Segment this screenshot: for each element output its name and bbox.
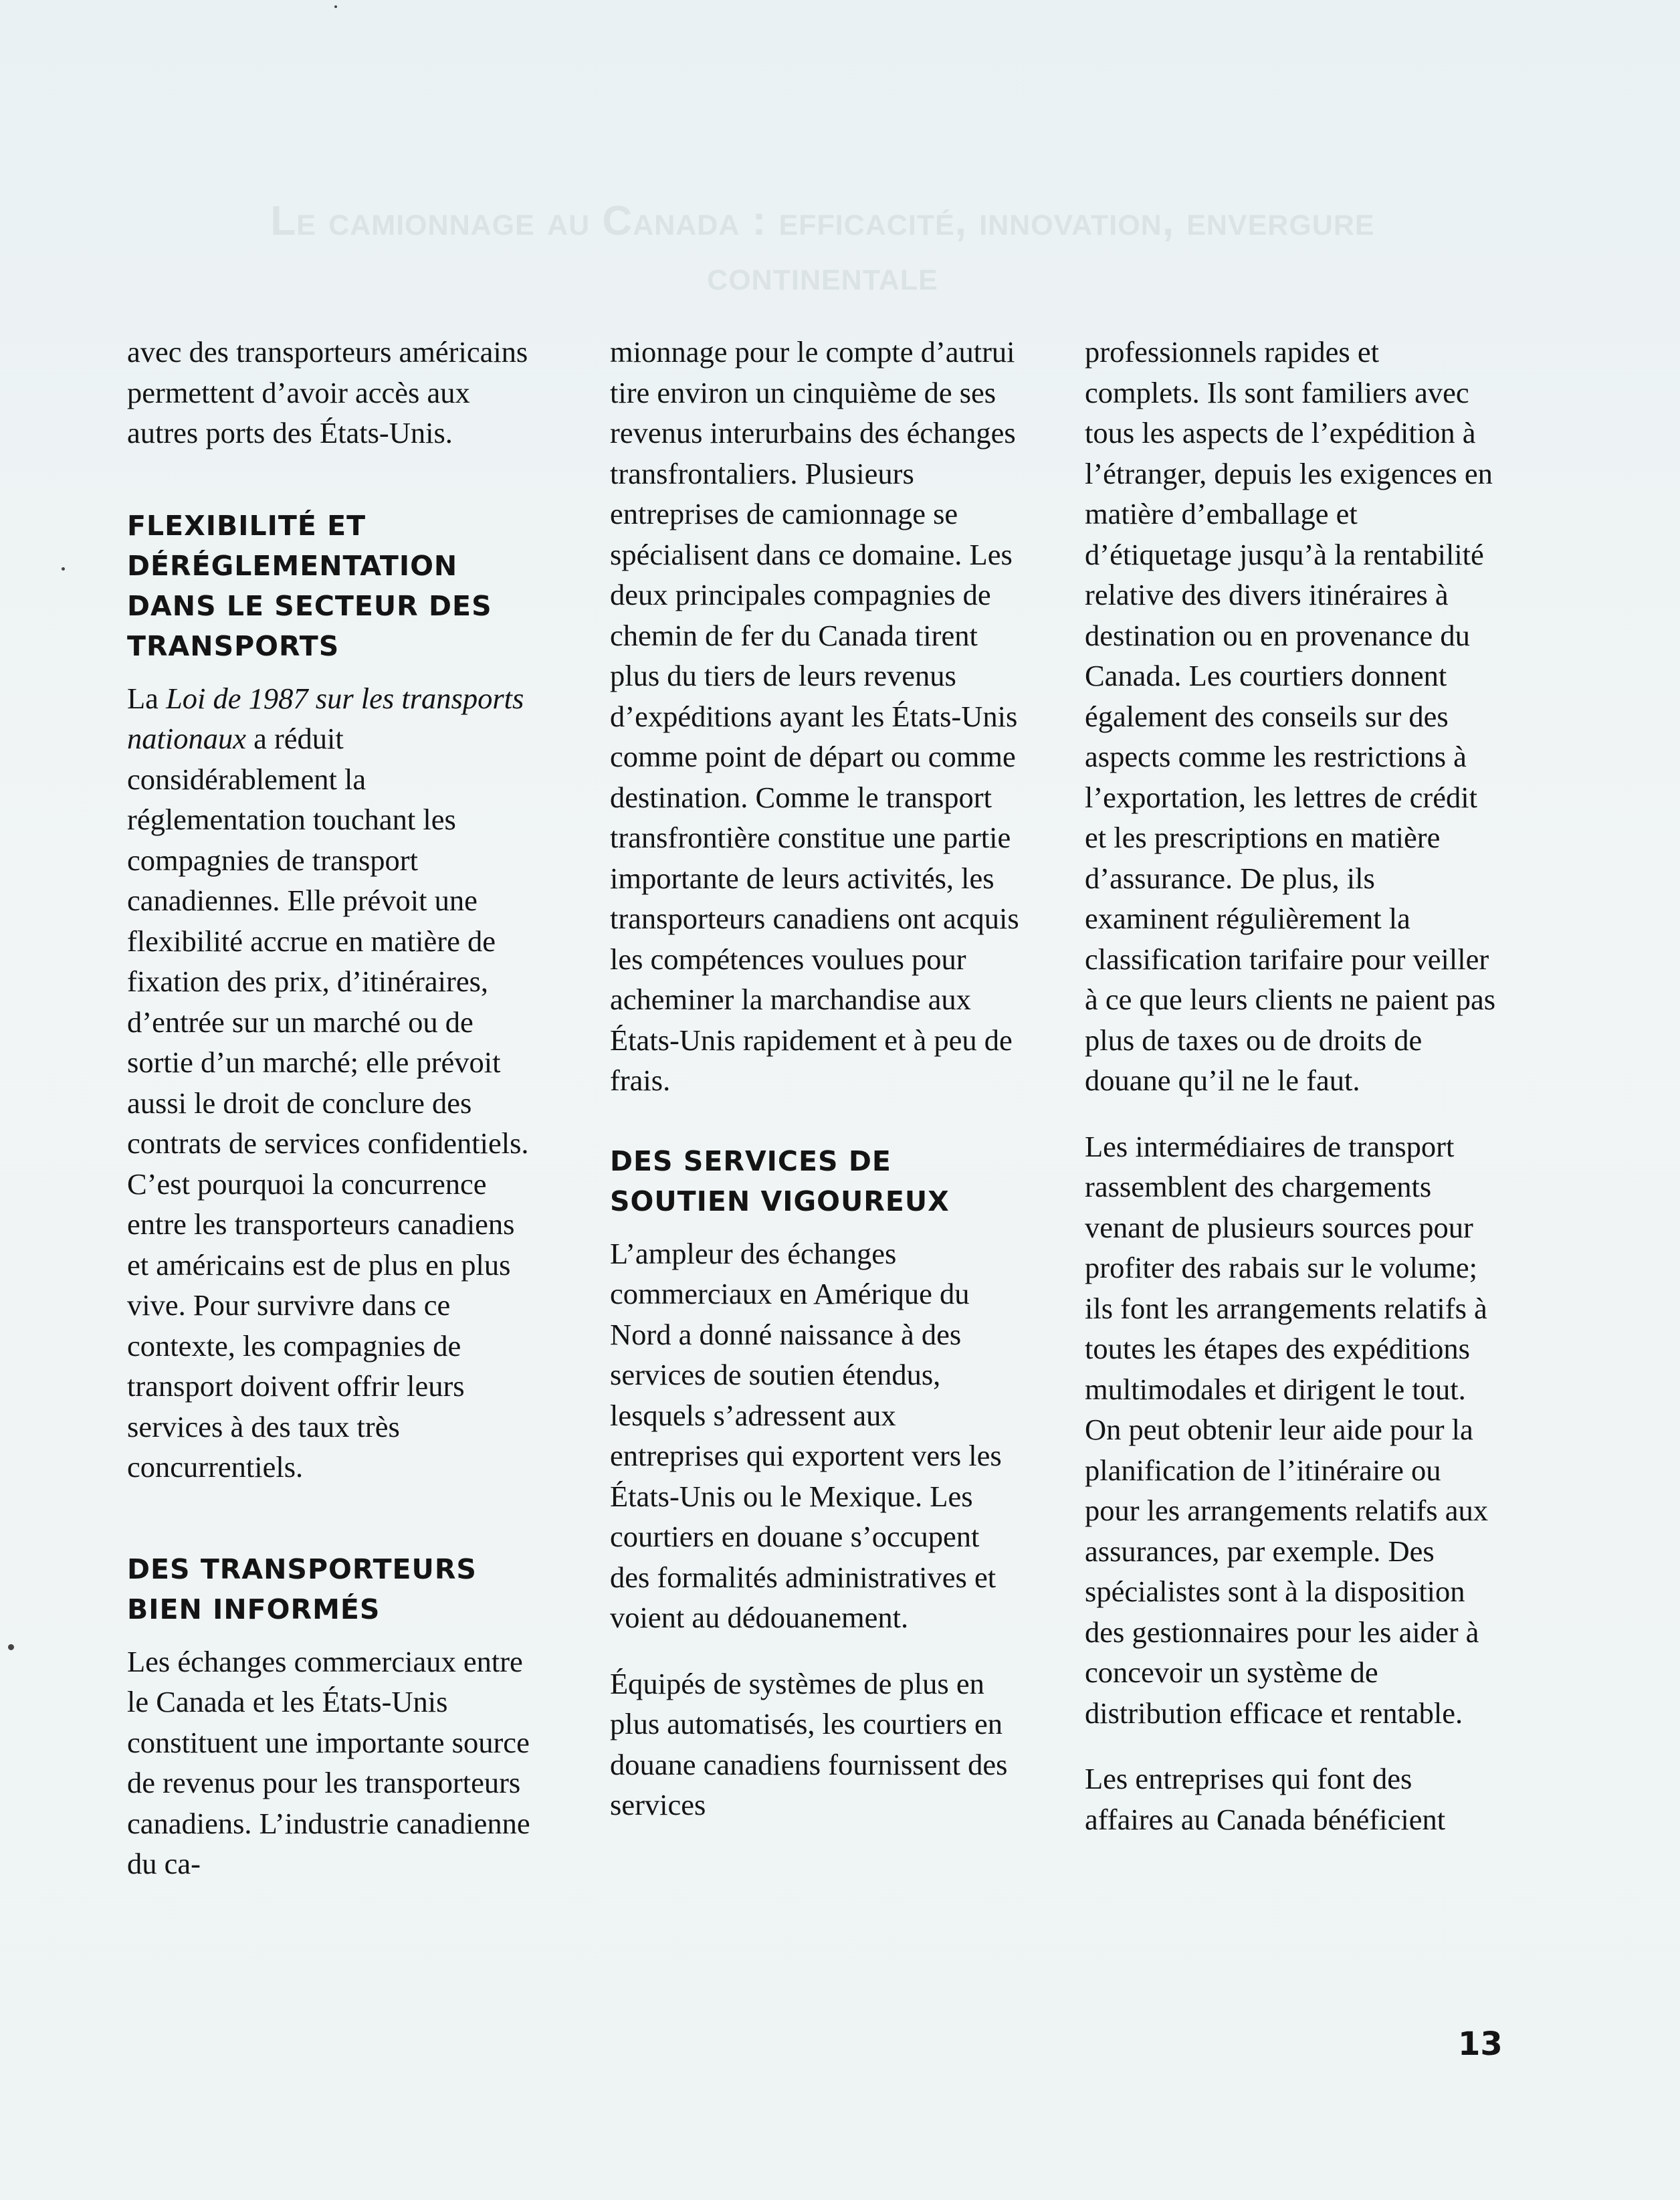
- page-number: 13: [1458, 2025, 1503, 2063]
- paragraph: Les échanges commerciaux entre le Canada et les États-Unis constituent une importante source de revenus pour les transporteurs canadiens. L’industrie canadienne du ca-: [127, 1644, 530, 1880]
- paragraph-loi-1987: [127, 678, 542, 1488]
- paragraph: avec des transporteurs américains permettent d’avoir accès aux autres ports des États-Unis.: [127, 335, 528, 449]
- text-column-2: [610, 332, 1025, 1825]
- paragraph: Équipés de systèmes de plus en plus automatisés, les courtiers en douane canadiens fournissent des services: [610, 1666, 1008, 1821]
- section-heading-flexibilite: FLEXIBILITÉ ET DÉRÉGLEMENTATION DANS LE SECTEUR DES TRANSPORTS: [127, 509, 492, 662]
- scan-speck: [8, 1644, 14, 1650]
- paragraph: Les entreprises qui font des affaires au Canada bénéficient: [1085, 1762, 1446, 1836]
- scan-speck: [334, 5, 337, 8]
- paragraph: Les intermédiaires de transport rassemblent des chargements venant de plusieurs sources pour profiter des rabais sur le volume; ils font les arrangements relatifs à toutes les étapes des expéditions multimodales et dirigent le tout. On peut obtenir leur aide pour la planification de l’itinéraire ou pour les arrangements relatifs aux assurances, par exemple. Des spécialistes sont à la disposition des gestionnaires pour les aider à concevoir un système de distribution efficace et rentable.: [1085, 1129, 1488, 1730]
- text-column-3: [1085, 332, 1499, 1839]
- section-heading-transporteurs: DES TRANSPORTEURS BIEN INFORMÉS: [127, 1553, 477, 1625]
- paragraph-body: a réduit considérablement la réglementation touchant les compagnies de transport canadiennes. Elle prévoit une flexibilité accrue en matière de fixation des prix, d’itinéraires, d’entrée sur un marché ou de sortie d’un marché; elle prévoit aussi le droit de conclure des contrats de services confidentiels. C’est pourquoi la concurrence entre les transporteurs canadiens et américains est de plus en plus vive. Pour survivre dans ce contexte, les compagnies de transport doivent offrir leurs services à des taux très concurrentiels.: [127, 722, 529, 1484]
- paragraph: L’ampleur des échanges commerciaux en Amérique du Nord a donné naissance à des services de soutien étendus, lesquels s’adressent aux entreprises qui exportent vers les États-Unis ou le Mexique. Les courtiers en douane s’occupent des formalités administratives et voient au dédouanement.: [610, 1236, 1002, 1634]
- paragraph: professionnels rapides et complets. Ils sont familiers avec tous les aspects de l’expédition à l’étranger, depuis les exigences en matière d’emballage et d’étiquetage jusqu’à la rentabilité relative des divers itinéraires à destination ou en provenance du Canada. Les courtiers donnent également des conseils sur des aspects comme les restrictions à l’exportation, les lettres de crédit et les prescriptions en matière d’assurance. De plus, ils examinent régulièrement la classification tarifaire pour veiller à ce que leurs clients ne paient pas plus de taxes ou de droits de douane qu’il ne le faut.: [1085, 335, 1496, 1097]
- bleed-through-title: Le camionnage au Canada : efficacité, innovation, envergure continentale: [270, 198, 1375, 299]
- text-column-1: [127, 332, 542, 1884]
- paragraph-intro: La: [127, 681, 167, 715]
- section-heading-services-soutien: DES SERVICES DE SOUTIEN VIGOUREUX: [610, 1144, 950, 1217]
- scan-speck: [62, 567, 65, 571]
- paragraph: mionnage pour le compte d’autrui tire environ un cinquième de ses revenus interurbains des échanges transfrontaliers. Plusieurs entreprises de camionnage se spécialisent dans ce domaine. Les deux principales compagnies de chemin de fer du Canada tirent plus du tiers de leurs revenus d’expéditions ayant les États-Unis comme point de départ ou comme destination. Comme le transport transfrontière constitue une partie importante de leurs activités, les transporteurs canadiens ont acquis les compétences voulues pour acheminer la marchandise aux États-Unis rapidement et à peu de frais.: [610, 335, 1019, 1097]
- law-title-italic: Loi de 1987 sur les transports nationaux: [127, 681, 524, 755]
